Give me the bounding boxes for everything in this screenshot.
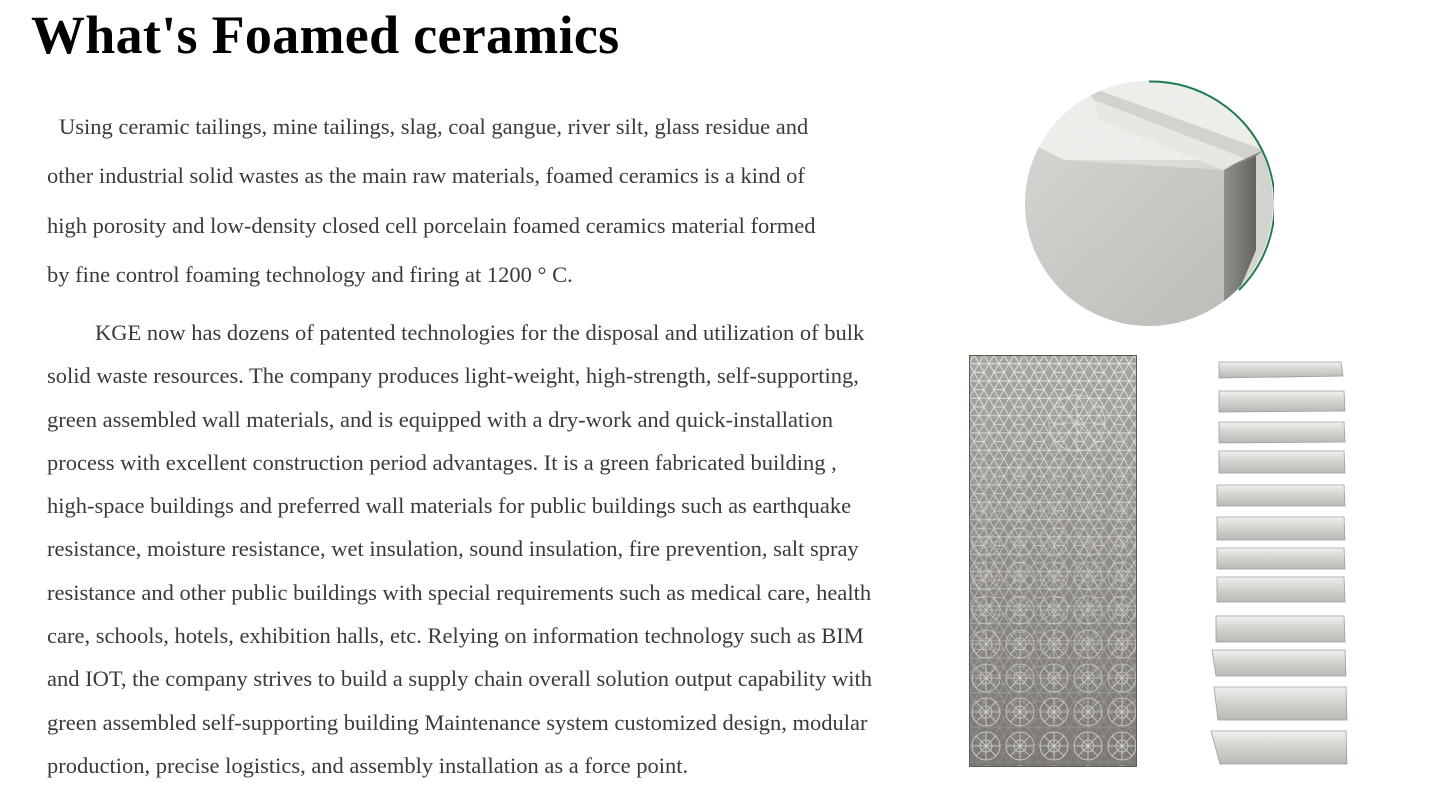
- decorative-wall-panel-image: [969, 355, 1137, 767]
- molding-strip: [1217, 548, 1345, 569]
- slide-title: What's Foamed ceramics: [31, 5, 620, 65]
- paragraph-line: by fine control foaming technology and firing at 1200 ° C.: [47, 261, 573, 287]
- molding-profiles-image: [1208, 356, 1353, 770]
- paragraph-line: resistance, moisture resistance, wet insulation, sound insulation, fire prevention, salt spray: [47, 536, 859, 562]
- paragraph-line: and IOT, the company strives to build a supply chain overall solution output capability with: [47, 666, 873, 692]
- molding-strip: [1216, 616, 1345, 642]
- molding-strip: [1211, 731, 1347, 764]
- paragraph-line: process with excellent construction period advantages. It is a green fabricated building ,: [47, 449, 837, 475]
- paragraph-line: green assembled self-supporting building Maintenance system customized design, modular: [47, 709, 868, 735]
- molding-strip: [1219, 391, 1345, 412]
- molding-strip: [1217, 517, 1345, 540]
- intro-paragraph: [47, 102, 815, 299]
- molding-strip: [1217, 485, 1345, 506]
- molding-strip: [1219, 451, 1345, 473]
- molding-strip: [1212, 650, 1346, 676]
- molding-strip: [1219, 362, 1343, 378]
- paragraph-line: high-space buildings and preferred wall materials for public buildings such as earthquake: [47, 493, 852, 519]
- paragraph-line: green assembled wall materials, and is equipped with a dry-work and quick-installation: [47, 406, 834, 432]
- molding-strip: [1217, 577, 1345, 602]
- foamed-ceramic-closeup-image: [1024, 80, 1274, 327]
- company-paragraph: [47, 311, 872, 787]
- paragraph-line: solid waste resources. The company produces light-weight, high-strength, self-supporting,: [47, 363, 859, 389]
- paragraph-line: other industrial solid wastes as the main raw materials, foamed ceramics is a kind of: [47, 163, 805, 189]
- molding-strip: [1214, 687, 1347, 720]
- paragraph-line: high porosity and low-density closed cell porcelain foamed ceramics material formed: [47, 212, 816, 238]
- paragraph-line: care, schools, hotels, exhibition halls, etc. Relying on information technology such as BIM: [47, 623, 864, 649]
- molding-strip: [1219, 422, 1345, 443]
- paragraph-line: production, precise logistics, and assembly installation as a force point.: [47, 752, 689, 778]
- paragraph-line: resistance and other public buildings with special requirements such as medical care, health: [47, 579, 872, 605]
- paragraph-line: KGE now has dozens of patented technologies for the disposal and utilization of bulk: [95, 320, 865, 345]
- paragraph-line: Using ceramic tailings, mine tailings, slag, coal gangue, river silt, glass residue and: [59, 114, 809, 139]
